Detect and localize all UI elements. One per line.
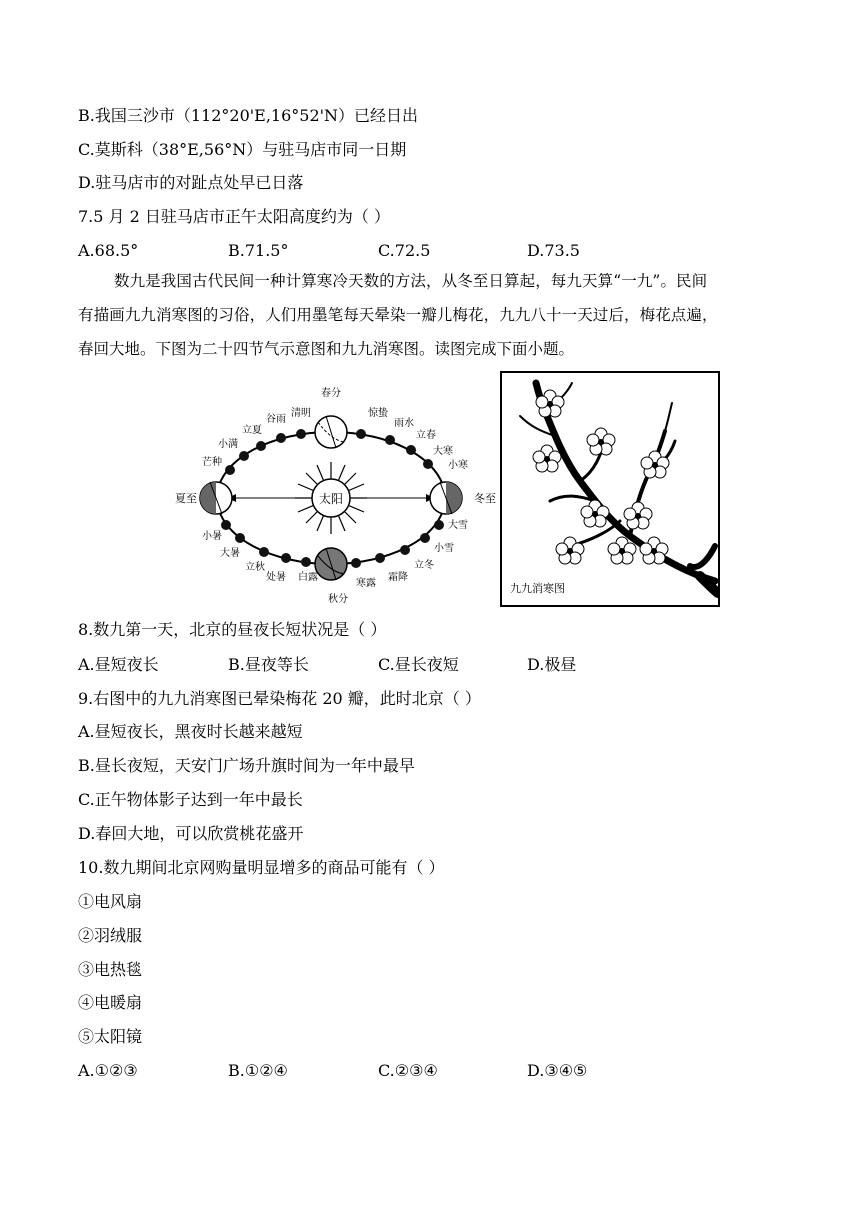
term-mangzhong: 芒种 (202, 457, 222, 468)
q10-item-2: ②羽绒服 (78, 926, 143, 945)
q9-stem: 9.右图中的九九消寒图已晕染梅花 20 瓣，此时北京（ ） (78, 689, 481, 708)
term-xiazhi: 夏至 (175, 492, 197, 505)
q6-option-c: C.莫斯科（38°E,56°N）与驻马店市同一日期 (78, 140, 407, 159)
plum-blossom-figure (500, 371, 720, 607)
term-chunfen: 春分 (321, 388, 341, 399)
q7-option-c: C.72.5 (378, 241, 431, 260)
earth-autumn (315, 548, 347, 580)
q10-option-b: B.①②④ (228, 1061, 288, 1080)
q7-option-d: D.73.5 (527, 241, 580, 260)
term-jingzhe: 惊蛰 (368, 408, 388, 419)
term-hanlu: 寒露 (356, 578, 376, 589)
q6-option-b: B.我国三沙市（112°20'E,16°52'N）已经日出 (78, 106, 419, 125)
term-lixia: 立夏 (242, 425, 262, 436)
q8-option-c: C.昼长夜短 (378, 655, 459, 674)
term-lidong: 立冬 (414, 560, 434, 571)
term-xiaohan: 小寒 (448, 460, 468, 471)
term-guyu: 谷雨 (266, 414, 286, 425)
intro-line-1: 数九是我国古代民间一种计算寒冷天数的方法，从冬至日算起，每九天算“一九”。民间 (114, 272, 708, 290)
term-liqiu: 立秋 (245, 562, 265, 573)
q6-option-d: D.驻马店市的对趾点处早已日落 (78, 173, 304, 192)
earth-spring (315, 416, 347, 448)
term-yushui: 雨水 (394, 418, 414, 429)
intro-line-3: 春回大地。下图为二十四节气示意图和九九消寒图。读图完成下面小题。 (78, 340, 575, 358)
q10-option-d: D.③④⑤ (527, 1061, 588, 1080)
q7-option-a: A.68.5° (78, 241, 139, 260)
solar-terms-diagram (168, 380, 498, 610)
term-xiaoman: 小满 (218, 439, 238, 450)
term-xiaoxue: 小雪 (434, 543, 454, 554)
q10-item-3: ③电热毯 (78, 960, 143, 979)
q9-option-b: B.昼长夜短，天安门广场升旗时间为一年中最早 (78, 756, 415, 775)
q10-option-a: A.①②③ (78, 1061, 138, 1080)
term-qiufen: 秋分 (328, 594, 348, 605)
earth-summer (200, 482, 232, 514)
q9-option-c: C.正午物体影子达到一年中最长 (78, 790, 303, 809)
q8-option-d: D.极昼 (527, 655, 577, 674)
q10-item-5: ⑤太阳镜 (78, 1027, 143, 1046)
intro-line-2: 有描画九九消寒图的习俗，人们用墨笔每天晕染一瓣儿梅花，九九八十一天过后，梅花点遍， (78, 306, 718, 324)
q10-item-1: ①电风扇 (78, 892, 143, 911)
term-chushu: 处暑 (266, 572, 286, 583)
term-dahan: 大寒 (433, 446, 453, 457)
q10-stem: 10.数九期间北京网购量明显增多的商品可能有（ ） (78, 858, 445, 877)
q9-option-d: D.春回大地，可以欣赏桃花盛开 (78, 824, 304, 843)
q10-option-c: C.②③④ (378, 1061, 438, 1080)
q8-option-b: B.昼夜等长 (228, 655, 309, 674)
term-lichun: 立春 (416, 430, 436, 441)
plum-blossom-svg (500, 371, 720, 607)
sun-label: 太阳 (318, 492, 344, 506)
solar-terms-svg (168, 380, 498, 610)
q8-stem: 8.数九第一天，北京的昼夜长短状况是（ ） (78, 620, 387, 639)
q8-option-a: A.昼短夜长 (78, 655, 159, 674)
q10-item-4: ④电暖扇 (78, 993, 143, 1012)
plum-caption: 九九消寒图 (510, 582, 565, 595)
q7-option-b: B.71.5° (228, 241, 289, 260)
q9-option-a: A.昼短夜长，黑夜时长越来越短 (78, 722, 303, 741)
term-bailu: 白露 (298, 572, 318, 583)
term-dongzhi: 冬至 (474, 492, 496, 505)
term-daxue: 大雪 (448, 520, 468, 531)
term-dashu: 大暑 (220, 548, 240, 559)
term-shuangjiang: 霜降 (388, 572, 408, 583)
earth-winter (430, 482, 462, 514)
term-qingming: 清明 (291, 408, 311, 419)
term-xiaoshu: 小暑 (202, 531, 222, 542)
q7-stem: 7.5 月 2 日驻马店市正午太阳高度约为（ ） (78, 207, 390, 226)
